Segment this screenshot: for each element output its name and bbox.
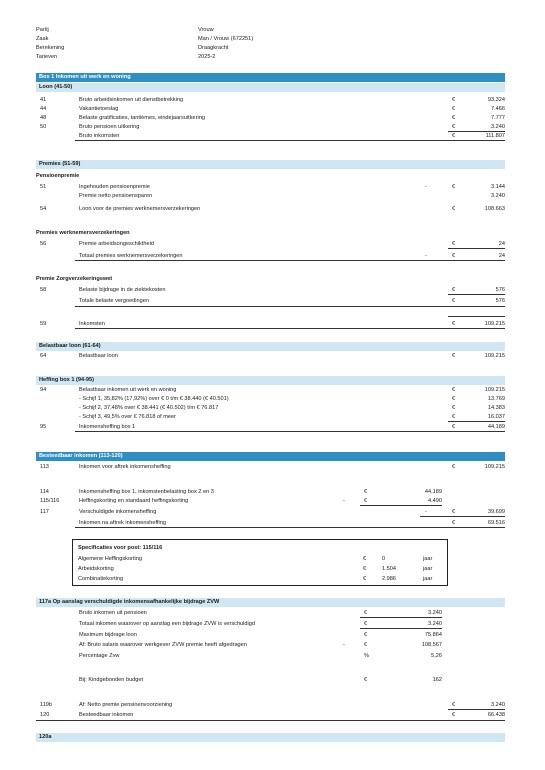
row-description: Percentage Zvw bbox=[79, 653, 120, 659]
row-divider bbox=[75, 140, 505, 141]
row-description: Premie arbeidsongeschiktheid bbox=[79, 241, 154, 247]
row-code: 56 bbox=[40, 241, 47, 247]
row-code: 44 bbox=[40, 106, 47, 112]
row-description: - Schijf 2, 37,48% over € 38.441 (€ 40.502) t/m € 76.817 bbox=[79, 405, 219, 411]
row-sign: - bbox=[425, 184, 427, 190]
row-code: 115/116 bbox=[40, 498, 60, 504]
row-divider bbox=[75, 260, 505, 261]
row-code: 94 bbox=[40, 387, 47, 393]
row-currency: € bbox=[452, 509, 456, 515]
row-amount: 576 bbox=[495, 287, 505, 293]
spec-amount: 2.986 bbox=[382, 576, 396, 582]
row-currency: € bbox=[452, 124, 456, 130]
row-currency: € bbox=[364, 642, 368, 648]
spec-unit: jaar bbox=[423, 556, 433, 562]
sum-divider bbox=[448, 248, 505, 249]
row-amount: 93.324 bbox=[487, 97, 505, 103]
row-amount: 16.037 bbox=[487, 414, 505, 420]
subheader-pensioenpremie: Pensioenpremie bbox=[36, 173, 80, 179]
row-amount: 66.438 bbox=[487, 712, 505, 718]
row-description: Bruto inkomen uit pensioen bbox=[79, 610, 147, 616]
row-description: Inkomensheffing box 1, inkomstenbelasting box 2 en 3 bbox=[79, 489, 214, 495]
row-amount: 109.215 bbox=[484, 321, 505, 327]
header-label-berekening: Berekening bbox=[36, 45, 65, 51]
row-code: 117 bbox=[40, 509, 49, 515]
row-currency: € bbox=[452, 115, 456, 121]
row-currency: € bbox=[452, 133, 456, 139]
row-description: - Schijf 1, 35,82% (17,92%) over € 0 t/m € 38.440 (€ 40.501) bbox=[79, 396, 229, 402]
row-amount: 3.240 bbox=[428, 610, 442, 616]
header-value-partij: Vrouw bbox=[198, 27, 214, 33]
row-code: 64 bbox=[40, 353, 47, 359]
row-currency: € bbox=[452, 253, 456, 259]
row-amount-mid: 4.490 bbox=[428, 498, 442, 504]
sum-divider bbox=[360, 617, 442, 618]
row-description: Vakantietoeslag bbox=[79, 106, 119, 112]
row-currency: € bbox=[452, 206, 456, 212]
row-currency: € bbox=[452, 298, 456, 304]
section-subtitle-heffing: Heffing box 1 (94-95) bbox=[36, 376, 505, 385]
row-sign: - bbox=[425, 509, 427, 515]
row-description: Belaste bijdrage in de ziektekosten bbox=[79, 287, 166, 293]
row-code: 59 bbox=[40, 321, 47, 327]
row-currency: € bbox=[452, 702, 456, 708]
row-code: 114 bbox=[40, 489, 49, 495]
spec-currency: € bbox=[363, 576, 367, 582]
row-description: Totaal inkomen waarover op aanslag een bijdrage ZVW is verschuldigd bbox=[79, 621, 255, 627]
row-currency: € bbox=[452, 321, 456, 327]
row-currency: € bbox=[452, 106, 456, 112]
spec-currency: € bbox=[363, 556, 367, 562]
row-description: Belastbaar loon bbox=[79, 353, 118, 359]
row-divider bbox=[75, 527, 505, 528]
row-amount: 24 bbox=[498, 241, 505, 247]
row-currency: € bbox=[452, 396, 456, 402]
row-currency-mid: € bbox=[364, 498, 368, 504]
header-label-tarieven: Tarieven bbox=[36, 54, 58, 60]
row-currency: € bbox=[452, 387, 456, 393]
header-label-partij: Partij bbox=[36, 27, 49, 33]
row-description: Heffingskorting en standaard heffingskorting bbox=[79, 498, 189, 504]
row-description: Ingehouden pensioenpremie bbox=[79, 184, 150, 190]
row-currency: % bbox=[364, 653, 369, 659]
row-description: Af: Bruto salaris waarover werkgever ZVW premie heeft afgedragen bbox=[79, 642, 247, 648]
row-amount: 13.769 bbox=[487, 396, 505, 402]
row-currency: € bbox=[452, 520, 456, 526]
row-code: 51 bbox=[40, 184, 47, 190]
row-description: Bruto arbeidsinkomen uit dienstbetrekking bbox=[79, 97, 184, 103]
row-description: - Schijf 3, 49,5% over € 76.818 of meer bbox=[79, 414, 177, 420]
row-divider bbox=[75, 328, 505, 329]
row-sign: - bbox=[425, 253, 427, 259]
row-amount: 14.383 bbox=[487, 405, 505, 411]
spec-amount: 0 bbox=[382, 556, 386, 562]
row-divider bbox=[75, 431, 505, 432]
spec-unit: jaar bbox=[423, 566, 433, 572]
row-amount: 109.215 bbox=[484, 387, 505, 393]
row-currency: € bbox=[452, 97, 456, 103]
row-amount: 108.663 bbox=[484, 206, 505, 212]
spec-currency: € bbox=[363, 566, 367, 572]
row-code: 48 bbox=[40, 115, 47, 121]
row-amount: 3.240 bbox=[428, 621, 442, 627]
row-amount: 39.699 bbox=[487, 509, 505, 515]
section-title-box1: Box 1 Inkomen uit werk en woning bbox=[36, 73, 505, 82]
header-value-berekening: Draagkracht bbox=[198, 45, 229, 51]
row-amount: 576 bbox=[495, 298, 505, 304]
row-description: Besteedbaar inkomen bbox=[79, 712, 134, 718]
row-divider bbox=[75, 306, 505, 307]
spec-description: Arbeidskorting bbox=[78, 566, 114, 572]
row-amount: 3.240 bbox=[491, 193, 505, 199]
sum-divider bbox=[448, 421, 505, 422]
row-description: Inkomsten bbox=[79, 321, 105, 327]
row-description: Af: Netto premie pensioenvoorziening bbox=[79, 702, 173, 708]
row-description: Bruto inkomsten bbox=[79, 133, 120, 139]
specificaties-title: Specificaties voor post: 115/116 bbox=[78, 545, 163, 551]
spec-unit: jaar bbox=[423, 576, 433, 582]
row-sign-mid: - bbox=[343, 498, 345, 504]
row-currency: € bbox=[452, 464, 456, 470]
row-currency: € bbox=[452, 241, 456, 247]
row-description: Verschuldigde inkomensheffing bbox=[79, 509, 157, 515]
row-description: Loon voor de premies werknemersverzekeringen bbox=[79, 206, 201, 212]
sum-divider bbox=[360, 505, 442, 506]
section-subtitle-loon: Loon (41-50) bbox=[36, 83, 505, 92]
row-currency: € bbox=[364, 621, 368, 627]
row-amount: 7.777 bbox=[491, 115, 505, 121]
row-currency: € bbox=[452, 424, 456, 430]
row-currency: € bbox=[452, 414, 456, 420]
row-amount: 108.567 bbox=[421, 642, 442, 648]
row-code: 113 bbox=[40, 464, 49, 470]
row-amount: 44.189 bbox=[487, 424, 505, 430]
section-subtitle-zvw: 117a Op aanslag verschuldigde inkomensafhankelijke bijdrage ZVW bbox=[36, 598, 505, 607]
header-value-tarieven: 2025-2 bbox=[198, 54, 216, 60]
row-amount: 7.466 bbox=[491, 106, 505, 112]
section-subtitle-120a: 120a bbox=[36, 733, 505, 742]
row-code: 41 bbox=[40, 97, 47, 103]
row-description: Bruto pensioen uitkering bbox=[79, 124, 140, 130]
row-currency-mid: € bbox=[364, 489, 368, 495]
row-description: Inkomen voor aftrek inkomensheffing bbox=[79, 464, 171, 470]
subheader-zorgverzekeringswet: Premie Zorgverzekeringswet bbox=[36, 276, 113, 282]
row-amount: 109.215 bbox=[484, 464, 505, 470]
spec-description: Algemene Heffingskorting bbox=[78, 556, 142, 562]
row-code: 58 bbox=[40, 287, 47, 293]
row-code: 54 bbox=[40, 206, 47, 212]
row-amount: 111.807 bbox=[485, 133, 505, 139]
row-description: Premie netto pensioensparen bbox=[79, 193, 153, 199]
sum-divider bbox=[448, 316, 505, 317]
row-amount: 3.240 bbox=[491, 124, 505, 130]
row-sign: - bbox=[343, 642, 345, 648]
section-subtitle-premies: Premies (51-59) bbox=[36, 160, 505, 169]
row-divider bbox=[36, 720, 505, 721]
row-code: 120 bbox=[40, 712, 50, 718]
row-currency: € bbox=[452, 353, 456, 359]
row-currency: € bbox=[452, 184, 456, 190]
row-code: 50 bbox=[40, 124, 47, 130]
row-amount: 5,26 bbox=[431, 653, 442, 659]
row-description: Maximum bijdrage loon bbox=[79, 632, 137, 638]
row-description: Totaal premies werknemersverzekeringen bbox=[79, 253, 183, 259]
row-amount: 162 bbox=[432, 677, 442, 683]
row-currency: € bbox=[364, 632, 368, 638]
row-currency: € bbox=[364, 610, 368, 616]
spec-amount: 1.504 bbox=[382, 566, 396, 572]
sum-divider bbox=[448, 294, 505, 295]
subheader-werknemersverzekeringen: Premies werknemersverzekeringen bbox=[36, 230, 130, 236]
row-currency: € bbox=[452, 712, 456, 718]
row-amount: 75.864 bbox=[424, 632, 442, 638]
row-currency: € bbox=[452, 287, 456, 293]
section-subtitle-belastbaar: Belastbaar loon (61-64) bbox=[36, 342, 505, 351]
spec-description: Combinatiekorting bbox=[78, 576, 124, 582]
row-currency: € bbox=[452, 405, 456, 411]
row-description: Belaste gratificaties, tantièmes, eindejaarsuitkering bbox=[79, 115, 205, 121]
header-value-zaak: Man / Vrouw (672251) bbox=[198, 36, 254, 42]
row-currency: € bbox=[364, 677, 368, 683]
section-title-besteedbaar: Besteedbaar inkomen (113-120) bbox=[36, 452, 505, 461]
row-code: 95 bbox=[40, 424, 47, 430]
row-amount: 24 bbox=[498, 253, 505, 259]
header-label-zaak: Zaak bbox=[36, 36, 49, 42]
row-amount-mid: 44.189 bbox=[424, 489, 442, 495]
row-amount: 69.516 bbox=[487, 520, 505, 526]
sum-divider bbox=[420, 516, 505, 517]
sum-divider bbox=[360, 628, 442, 629]
row-description: Belastbaar inkomen uit werk en woning bbox=[79, 387, 177, 393]
row-amount: 3.240 bbox=[491, 702, 505, 708]
row-description: Inkomensheffing box 1 bbox=[79, 424, 136, 430]
row-description: Inkomen na aftrek inkomensheffing bbox=[79, 520, 166, 526]
row-amount: 3.144 bbox=[491, 184, 505, 190]
row-code: 119b bbox=[40, 702, 53, 708]
sum-divider bbox=[448, 709, 505, 710]
row-description: Bij: Kindgebonden budget bbox=[79, 677, 144, 683]
row-description: Totale belaste vergoedingen bbox=[79, 298, 149, 304]
row-amount: 109.215 bbox=[484, 353, 505, 359]
